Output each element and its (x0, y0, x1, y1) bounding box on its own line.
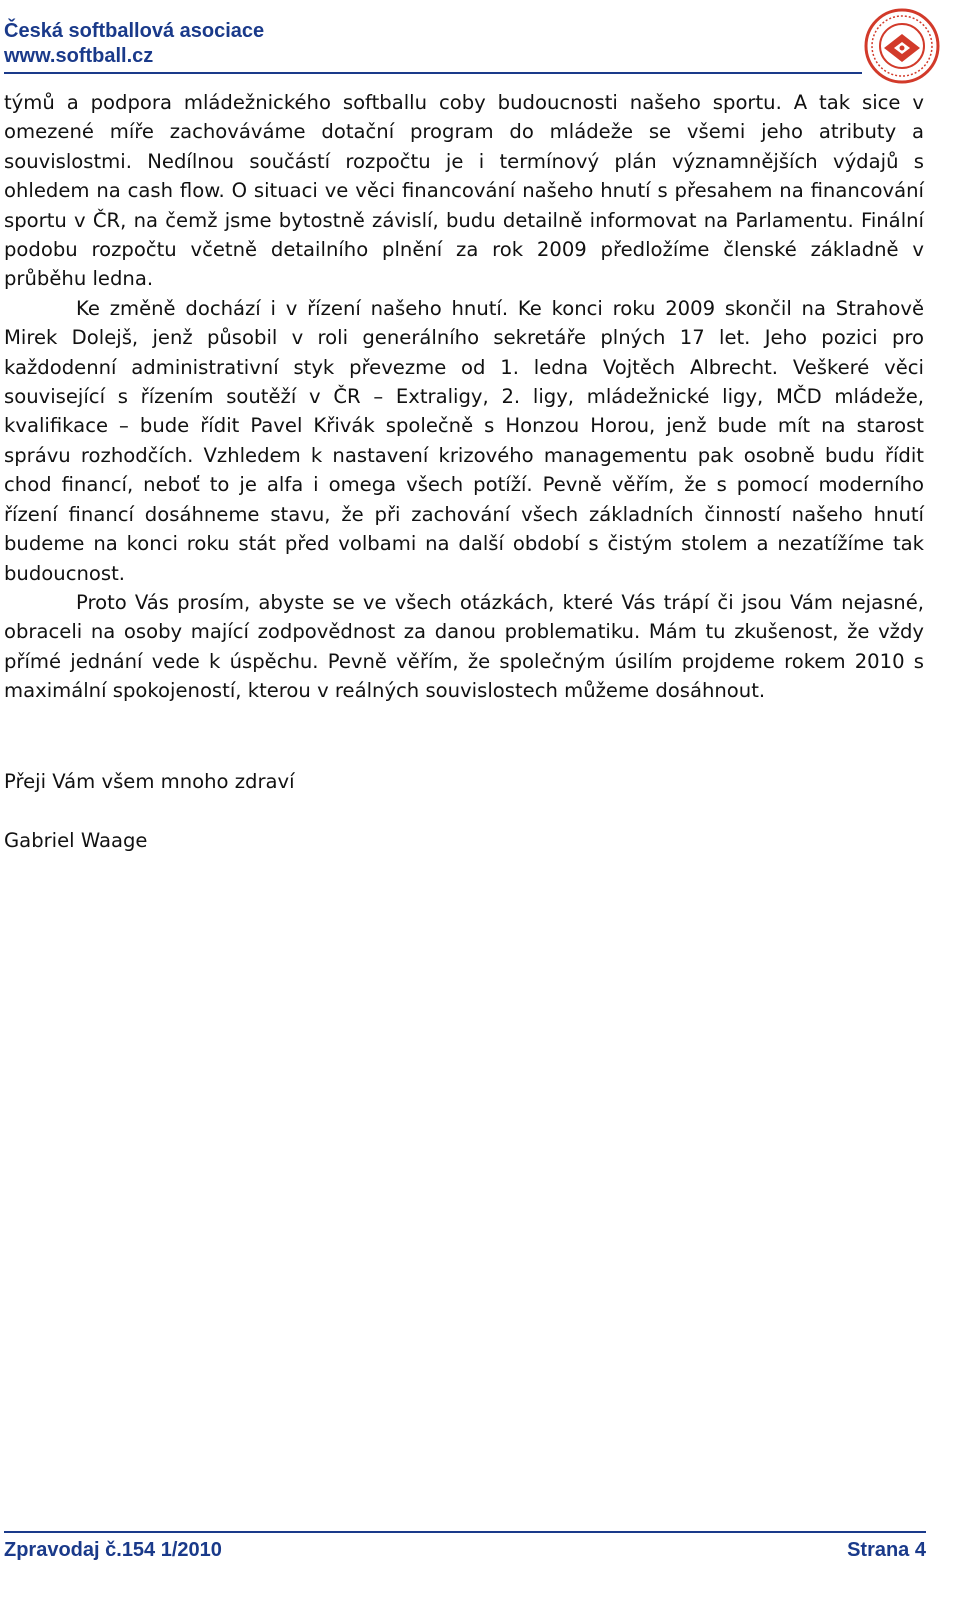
signature: Gabriel Waage (4, 829, 148, 852)
paragraph: Proto Vás prosím, abyste se ve všech otázkách, které Vás trápí či jsou Vám nejasné, obraceli na osoby mající zodpovědnost za danou problematiku. Mám tu zkušenost, že vždy přímé jednání vede k úspěchu. Pevně věřím, že společným úsilím projdeme rokem 2010 s maximální spokojeností, kterou v reálných souvislostech můžeme dosáhnout. (4, 590, 924, 703)
page-header (4, 18, 862, 74)
page-footer (4, 1531, 926, 1573)
softball-association-seal-icon (864, 8, 940, 84)
paragraph: týmů a podpora mládežnického softballu coby budoucnosti našeho sportu. A tak sice v omezené míře zachováváme dotační program do mládeže se všemi jeho atributy a souvislostmi. Nedílnou součástí rozpočtu je i termínový plán významnějších výdajů s ohledem na cash flow. O situaci ve věci financování našeho hnutí s přesahem na financování sportu v ČR, na čemž jsme bytostně závislí, budu detailně informovat na Parlamentu. Finální podobu rozpočtu včetně detailního plnění za rok 2009 předložíme členské základně v průběhu ledna. (4, 91, 924, 291)
organization-website[interactable]: www.softball.cz (4, 45, 154, 67)
paragraph: Ke změně dochází i v řízení našeho hnutí. Ke konci roku 2009 skončil na Strahově Mirek Dolejš, jenž působil v roli generálního sekretáře plných 17 let. Jeho pozici pro každodenní administrativní styk převezme od 1. ledna Vojtěch Albrecht. Veškeré věci související s řízením soutěží v ČR – Extraligy, 2. ligy, mládežnické ligy, MČD mládeže, kvalifikace – bude řídit Pavel Křivák společně s Honzou Horou, jenž bude mít na starost správu rozhodčích. Vzhledem k nastavení krizového managementu pak osobně budu řídit chod financí, neboť to je alfa i omega všech potíží. Pevně věřím, že s pomocí moderního řízení financí dosáhneme stavu, že při zachování všech základních činností našeho hnutí budeme na konci roku stát před volbami na další období s čistým stolem a nezatížíme tak budoucnost. (4, 296, 924, 585)
page-number: Strana 4 (847, 1539, 926, 1561)
organization-name: Česká softballová asociace (4, 20, 265, 42)
closing-greeting: Přeji Vám všem mnoho zdraví (4, 770, 295, 793)
newsletter-issue: Zpravodaj č.154 1/2010 (4, 1539, 222, 1561)
article-body (4, 88, 924, 706)
